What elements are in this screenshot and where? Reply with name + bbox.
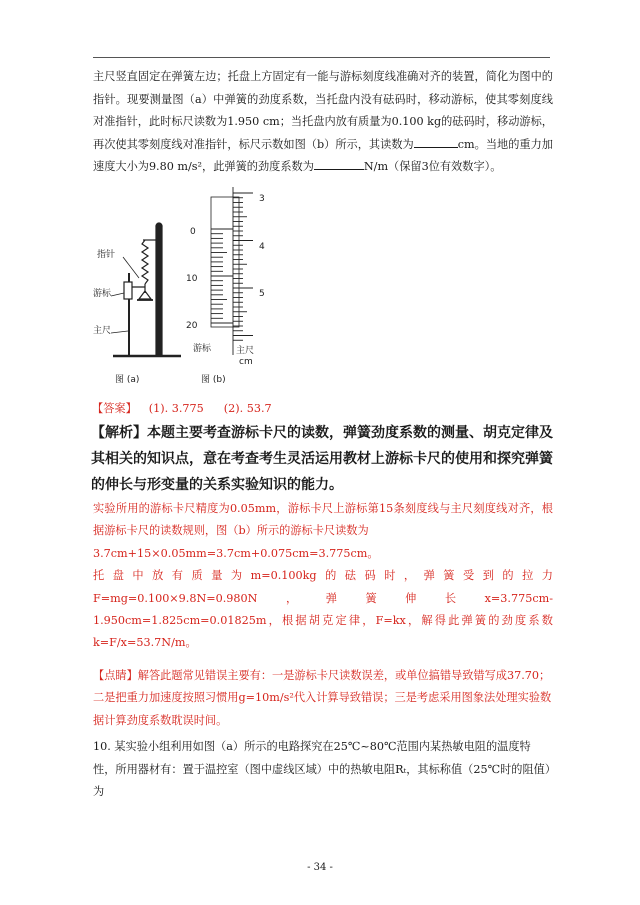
vernier-label-20: 20 bbox=[186, 320, 198, 331]
figure-svg bbox=[93, 183, 413, 388]
page-content bbox=[93, 66, 553, 804]
vernier-ticks bbox=[211, 229, 233, 323]
label-vernier-a: 游标 bbox=[93, 288, 112, 299]
caption-a: 图 (a) bbox=[115, 374, 140, 385]
blank-1 bbox=[414, 135, 458, 148]
main-scale-label: 主尺 bbox=[236, 345, 255, 356]
vernier-label: 游标 bbox=[193, 343, 212, 354]
figure-a bbox=[111, 223, 181, 356]
answer-line bbox=[92, 398, 553, 420]
answer-value-2: (2). 53.7 bbox=[223, 401, 272, 415]
vernier-label-0: 0 bbox=[190, 226, 196, 237]
main-scale-unit: cm bbox=[239, 356, 253, 367]
analysis-paragraph: 【解析】本题主要考查游标卡尺的读数，弹簧劲度系数的测量、胡克定律及其相关的知识点，意在考查考生灵活运用教材上游标卡尺的使用和探究弹簧的伸长与形变量的关系实验知识的能力。 bbox=[91, 424, 553, 493]
answer-tag: 【答案】 bbox=[92, 401, 137, 415]
explanation-line-2: 3.7cm+15×0.05mm=3.7cm+0.075cm=3.775cm。 bbox=[93, 546, 379, 560]
next-question: 10. 某实验小组利用如图（a）所示的电路探究在25℃~80℃范围内某热敏电阻的温度特性，所用器材有：置于温控室（图中虚线区域）中的热敏电阻Rₜ，其标称值（25℃时的阻值）为 bbox=[93, 740, 551, 799]
explanation-line-3: 托盘中放有质量为m=0.100kg的砝码时，弹簧受到的拉力F=mg=0.100×9.8N=0.980N，弹簧伸长x=3.775cm-1.950cm=1.825cm=0.01825m，根据胡克定律，F=kx，解得此弹簧的劲度系数k=F/x=53.7N/m。 bbox=[93, 569, 553, 650]
main-scale-label-3: 3 bbox=[259, 193, 265, 204]
explanation-line-1: 实验所用的游标卡尺精度为0.05mm，游标卡尺上游标第15条刻度线与主尺刻度线对齐，根据游标卡尺的读数规则，图（b）所示的游标卡尺读数为 bbox=[93, 501, 553, 538]
vernier-label-10: 10 bbox=[186, 273, 198, 284]
main-scale-label-4: 4 bbox=[259, 241, 265, 252]
intro-paragraph: 主尺竖直固定在弹簧左边；托盘上方固定有一能与游标刻度线准确对齐的装置，简化为图中的指针。现要测量图（a）中弹簧的劲度系数，当托盘内没有砝码时，移动游标，使其零刻度线对准指针，此时标尺读数为1.950 cm；当托盘内放有质量为0.100 kg的砝码时，移动游标，再次使其零刻度线对准指针，标尺示数如图（b）所示，其读数为 cm。当地的重力加速度大小为9.80 m/s²，此弹簧的劲度系数为 N/m（保留3位有效数字）。 bbox=[93, 70, 553, 174]
caption-b: 图 (b) bbox=[201, 374, 226, 385]
figure-b bbox=[211, 187, 253, 355]
note-paragraph bbox=[93, 665, 553, 732]
note-tag: 【点睛】 bbox=[93, 668, 138, 682]
main-scale-label-5: 5 bbox=[259, 288, 265, 299]
note-body: 解答此题常见错误主要有：一是游标卡尺读数误差，或单位搞错导致错写成37.70；二是把重力加速度按照习惯用g=10m/s²代入计算导致错误；三是考虑采用图象法处理实验数据计算劲度系数耽误时间。 bbox=[93, 668, 552, 727]
answer-value-1: (1). 3.775 bbox=[148, 401, 204, 415]
blank-2 bbox=[314, 157, 364, 170]
main-scale-ticks bbox=[233, 193, 253, 340]
header-rule bbox=[93, 57, 550, 58]
figure bbox=[93, 183, 553, 388]
page-number: - 34 - bbox=[307, 862, 333, 873]
label-pointer: 指针 bbox=[97, 249, 116, 260]
label-main-scale-a: 主尺 bbox=[93, 325, 112, 336]
